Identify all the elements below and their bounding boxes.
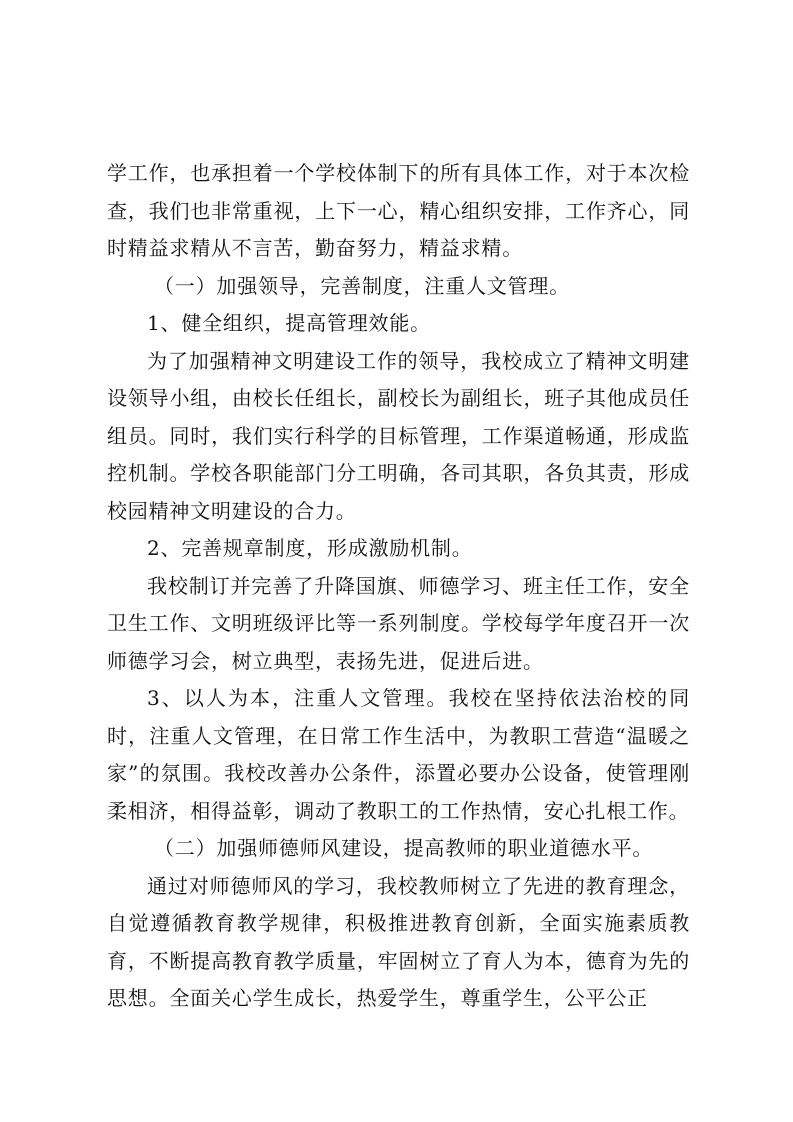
subheading-1: 1、健全组织，提高管理效能。 [147, 311, 431, 335]
section-heading-1: （一）加强领导，完善制度，注重人文管理。 [154, 273, 570, 298]
paragraph-organization: 为了加强精神文明建设工作的领导，我校成立了精神文明建设领导小组，由校长任组长，副校长为副组长，班子其他成员任组员。同时，我们实行科学的目标管理，工作渠道畅通，形成监控机制。学校各职能部门分工明确，各司其职，各负其责，形成校园精神文明建设的合力。 [107, 348, 690, 523]
paragraph-humanistic-management: 3、以人为本，注重人文管理。我校在坚持依法治校的同时，注重人文管理，在日常工作生活中，为教职工营造“温暖之家”的氛围。我校改善办公条件，添置必要办公设备，使管理刚柔相济，相得益彰，调动了教职工的工作热情，安心扎根工作。 [107, 686, 690, 823]
subheading-2: 2、完善规章制度，形成激励机制。 [147, 536, 473, 560]
paragraph-regulations: 我校制订并完善了升降国旗、师德学习、班主任工作，安全卫生工作、文明班级评比等一系列制度。学校每学年度召开一次师德学习会，树立典型，表扬先进，促进后进。 [107, 573, 690, 673]
paragraph-teacher-ethics: 通过对师德师风的学习，我校教师树立了先进的教育理念，自觉遵循教育教学规律，积极推进教育创新，全面实施素质教育，不断提高教育教学质量，牢固树立了育人为本，德育为先的思想。全面关心学生成长，热爱学生，尊重学生，公平公正 [107, 873, 690, 1010]
section-heading-2: （二）加强师德师风建设，提高教师的职业道德水平。 [154, 836, 654, 860]
paragraph-continuation: 学工作，也承担着一个学校体制下的所有具体工作，对于本次检查，我们也非常重视，上下一心，精心组织安排，工作齐心，同时精益求精从不言苦，勤奋努力，精益求精。 [107, 161, 690, 260]
document-body [107, 155, 690, 1018]
